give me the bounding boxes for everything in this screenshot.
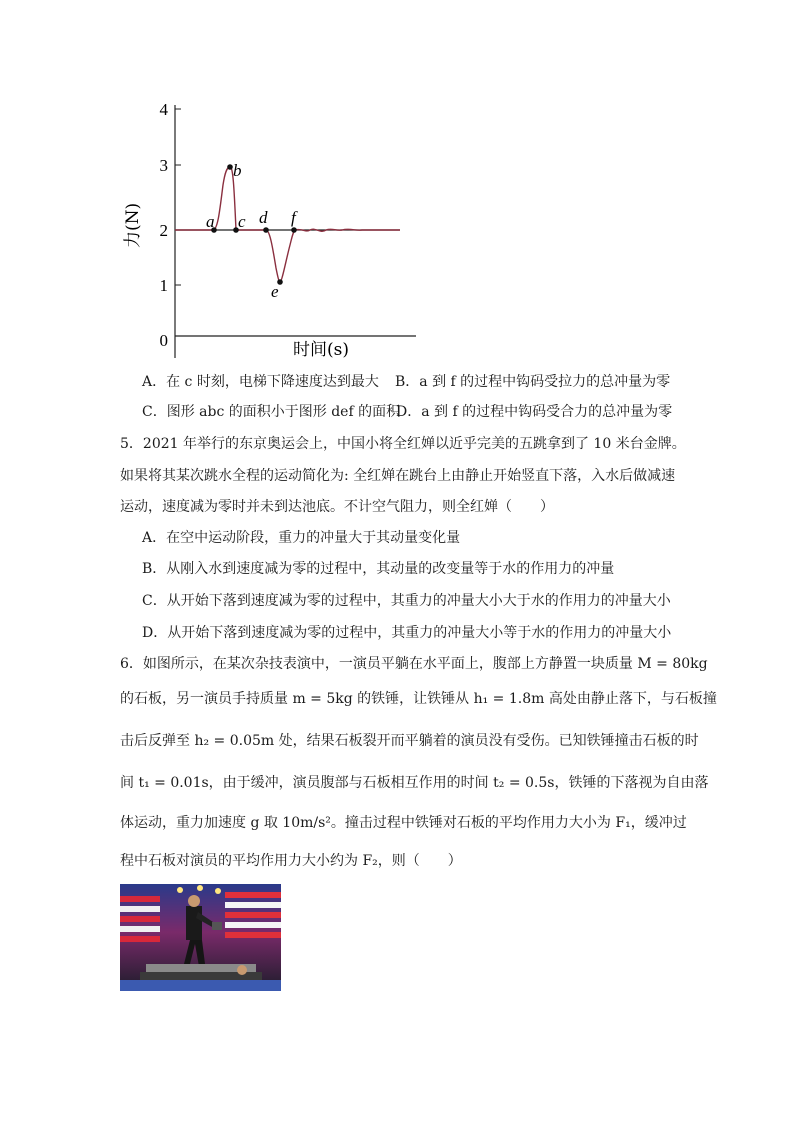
label-b: b (233, 161, 242, 180)
y-tick-3: 3 (159, 156, 168, 175)
performance-photo-illustration (120, 884, 281, 991)
y-tick-1: 1 (159, 276, 168, 295)
label-e: e (271, 282, 279, 301)
x-axis-label: 时间(s) (293, 340, 349, 360)
y-tick-2: 2 (159, 221, 168, 240)
performance-photo (120, 884, 281, 991)
q4-option-a: A．在 c 时刻，电梯下降速度达到最大 (142, 374, 379, 390)
q4-option-b: B．a 到 f 的过程中钩码受拉力的总冲量为零 (395, 374, 671, 390)
label-a: a (206, 212, 215, 231)
point-b (227, 164, 233, 170)
force-time-graph (123, 90, 430, 370)
y-tick-4: 4 (159, 100, 168, 119)
q6-stem-line-6: 程中石板对演员的平均作用力大小约为 F₂，则（ ） (120, 853, 462, 869)
q6-stem-line-5: 体运动，重力加速度 g 取 10m/s²。撞击过程中铁锤对石板的平均作用力大小为 F₁，缓冲过 (120, 815, 687, 831)
q5-option-a: A．在空中运动阶段，重力的冲量大于其动量变化量 (142, 530, 461, 546)
point-d (263, 227, 269, 233)
q5-stem-line-3: 运动，速度减为零时并未到达池底。不计空气阻力，则全红婵（ ） (120, 499, 554, 515)
q5-option-b: B．从刚入水到速度减为零的过程中，其动量的改变量等于水的作用力的冲量 (142, 561, 615, 577)
point-f (291, 227, 297, 233)
label-c: c (238, 212, 246, 231)
q5-option-c: C．从开始下落到速度减为零的过程中，其重力的冲量大小大于水的作用力的冲量大小 (142, 593, 671, 609)
label-f: f (291, 208, 296, 227)
q6-stem-line-4: 间 t₁ = 0.01s，由于缓冲，演员腹部与石板相互作用的时间 t₂ = 0.5s，铁锤的下落视为自由落 (120, 775, 709, 791)
y-tick-0: 0 (159, 331, 168, 350)
q6-stem-line-1: 6．如图所示，在某次杂技表演中，一演员平躺在水平面上，腹部上方静置一块质量 M = 80kg (120, 656, 708, 672)
q4-option-d: D．a 到 f 的过程中钩码受合力的总冲量为零 (396, 404, 673, 420)
q5-stem-line-1: 5．2021 年举行的东京奥运会上，中国小将全红婵以近乎完美的五跳拿到了 10 米台金牌。 (120, 436, 686, 452)
q5-stem-line-2: 如果将其某次跳水全程的运动简化为: 全红婵在跳台上由静止开始竖直下落，入水后做减速 (120, 468, 676, 484)
y-axis-label: 力(N) (123, 202, 143, 248)
label-d: d (259, 208, 268, 227)
q6-stem-line-3: 击后反弹至 h₂ = 0.05m 处，结果石板裂开而平躺着的演员没有受伤。已知铁锤撞击石板的时 (120, 733, 699, 749)
q5-option-d: D．从开始下落到速度减为零的过程中，其重力的冲量大小等于水的作用力的冲量大小 (142, 625, 672, 641)
q4-option-c: C．图形 abc 的面积小于图形 def 的面积 (142, 404, 401, 420)
q6-stem-line-2: 的石板，另一演员手持质量 m = 5kg 的铁锤，让铁锤从 h₁ = 1.8m 高处由静止落下，与石板撞 (120, 691, 717, 707)
